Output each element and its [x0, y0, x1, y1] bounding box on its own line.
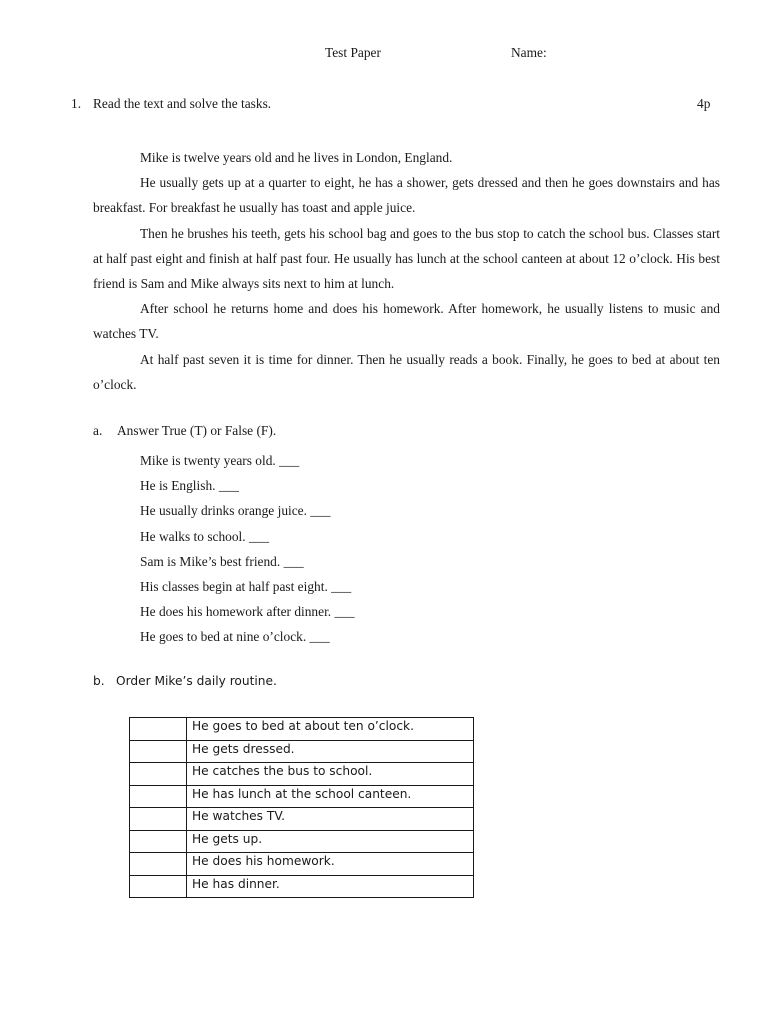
activity-cell: He catches the bus to school.: [187, 763, 474, 786]
passage-paragraph: At half past seven it is time for dinner. Then he usually reads a book. Finally, he goes to bed at about ten o’clock.: [93, 351, 720, 392]
order-cell[interactable]: [130, 808, 187, 831]
order-cell[interactable]: [130, 763, 187, 786]
order-cell[interactable]: [130, 875, 187, 898]
order-cell[interactable]: [130, 740, 187, 763]
activity-cell: He does his homework.: [187, 853, 474, 876]
task-a-instruction: Answer True (T) or False (F).: [117, 423, 277, 438]
order-cell[interactable]: [130, 853, 187, 876]
true-false-statement: Sam is Mike’s best friend. ___: [140, 553, 304, 569]
question-number: 1.: [71, 96, 82, 111]
question-instruction: Read the text and solve the tasks.: [93, 96, 272, 111]
table-row: [130, 718, 474, 741]
activity-cell: He goes to bed at about ten o’clock.: [187, 718, 474, 741]
activity-cell: He gets up.: [187, 830, 474, 853]
true-false-statement: Mike is twenty years old. ___: [140, 453, 300, 468]
order-cell[interactable]: [130, 718, 187, 741]
order-cell[interactable]: [130, 830, 187, 853]
question-points: 4p: [697, 96, 711, 111]
task-b-instruction: Order Mike’s daily routine.: [116, 674, 277, 688]
routine-order-table: [129, 717, 474, 898]
table-row: [130, 785, 474, 808]
page-title: Test Paper: [325, 45, 381, 60]
true-false-statement: He does his homework after dinner. ___: [140, 604, 355, 620]
task-b-label: b.: [93, 674, 105, 688]
table-row: [130, 740, 474, 763]
table-row: [130, 830, 474, 853]
true-false-statement: His classes begin at half past eight. ___: [140, 579, 352, 595]
table-row: [130, 875, 474, 898]
passage-paragraph: Mike is twelve years old and he lives in London, England.: [140, 150, 453, 165]
true-false-statement: He is English. ___: [140, 478, 239, 494]
table-row: [130, 763, 474, 786]
task-a-label: a.: [93, 423, 103, 438]
true-false-statement: He goes to bed at nine o’clock. ___: [140, 629, 330, 645]
true-false-statement: He walks to school. ___: [140, 528, 270, 544]
passage-paragraph: Then he brushes his teeth, gets his school bag and goes to the bus stop to catch the school bus. Classes start at half past eight and finish at half past four. He usually has lunch at the school canteen at about 12 o’clock. His best friend is Sam and Mike always sits next to him at lunch.: [93, 225, 720, 292]
table-row: [130, 853, 474, 876]
true-false-list: [140, 448, 355, 650]
activity-cell: He gets dressed.: [187, 740, 474, 763]
table-row: [130, 808, 474, 831]
activity-cell: He has dinner.: [187, 875, 474, 898]
activity-cell: He has lunch at the school canteen.: [187, 785, 474, 808]
order-cell[interactable]: [130, 785, 187, 808]
true-false-statement: He usually drinks orange juice. ___: [140, 503, 331, 519]
reading-passage: [93, 145, 720, 397]
name-label: Name:: [511, 45, 547, 60]
passage-paragraph: After school he returns home and does his homework. After homework, he usually listens to music and watches TV.: [93, 301, 720, 342]
activity-cell: He watches TV.: [187, 808, 474, 831]
passage-paragraph: He usually gets up at a quarter to eight, he has a shower, gets dressed and then he goes downstairs and has breakfast. For breakfast he usually has toast and apple juice.: [93, 175, 720, 216]
